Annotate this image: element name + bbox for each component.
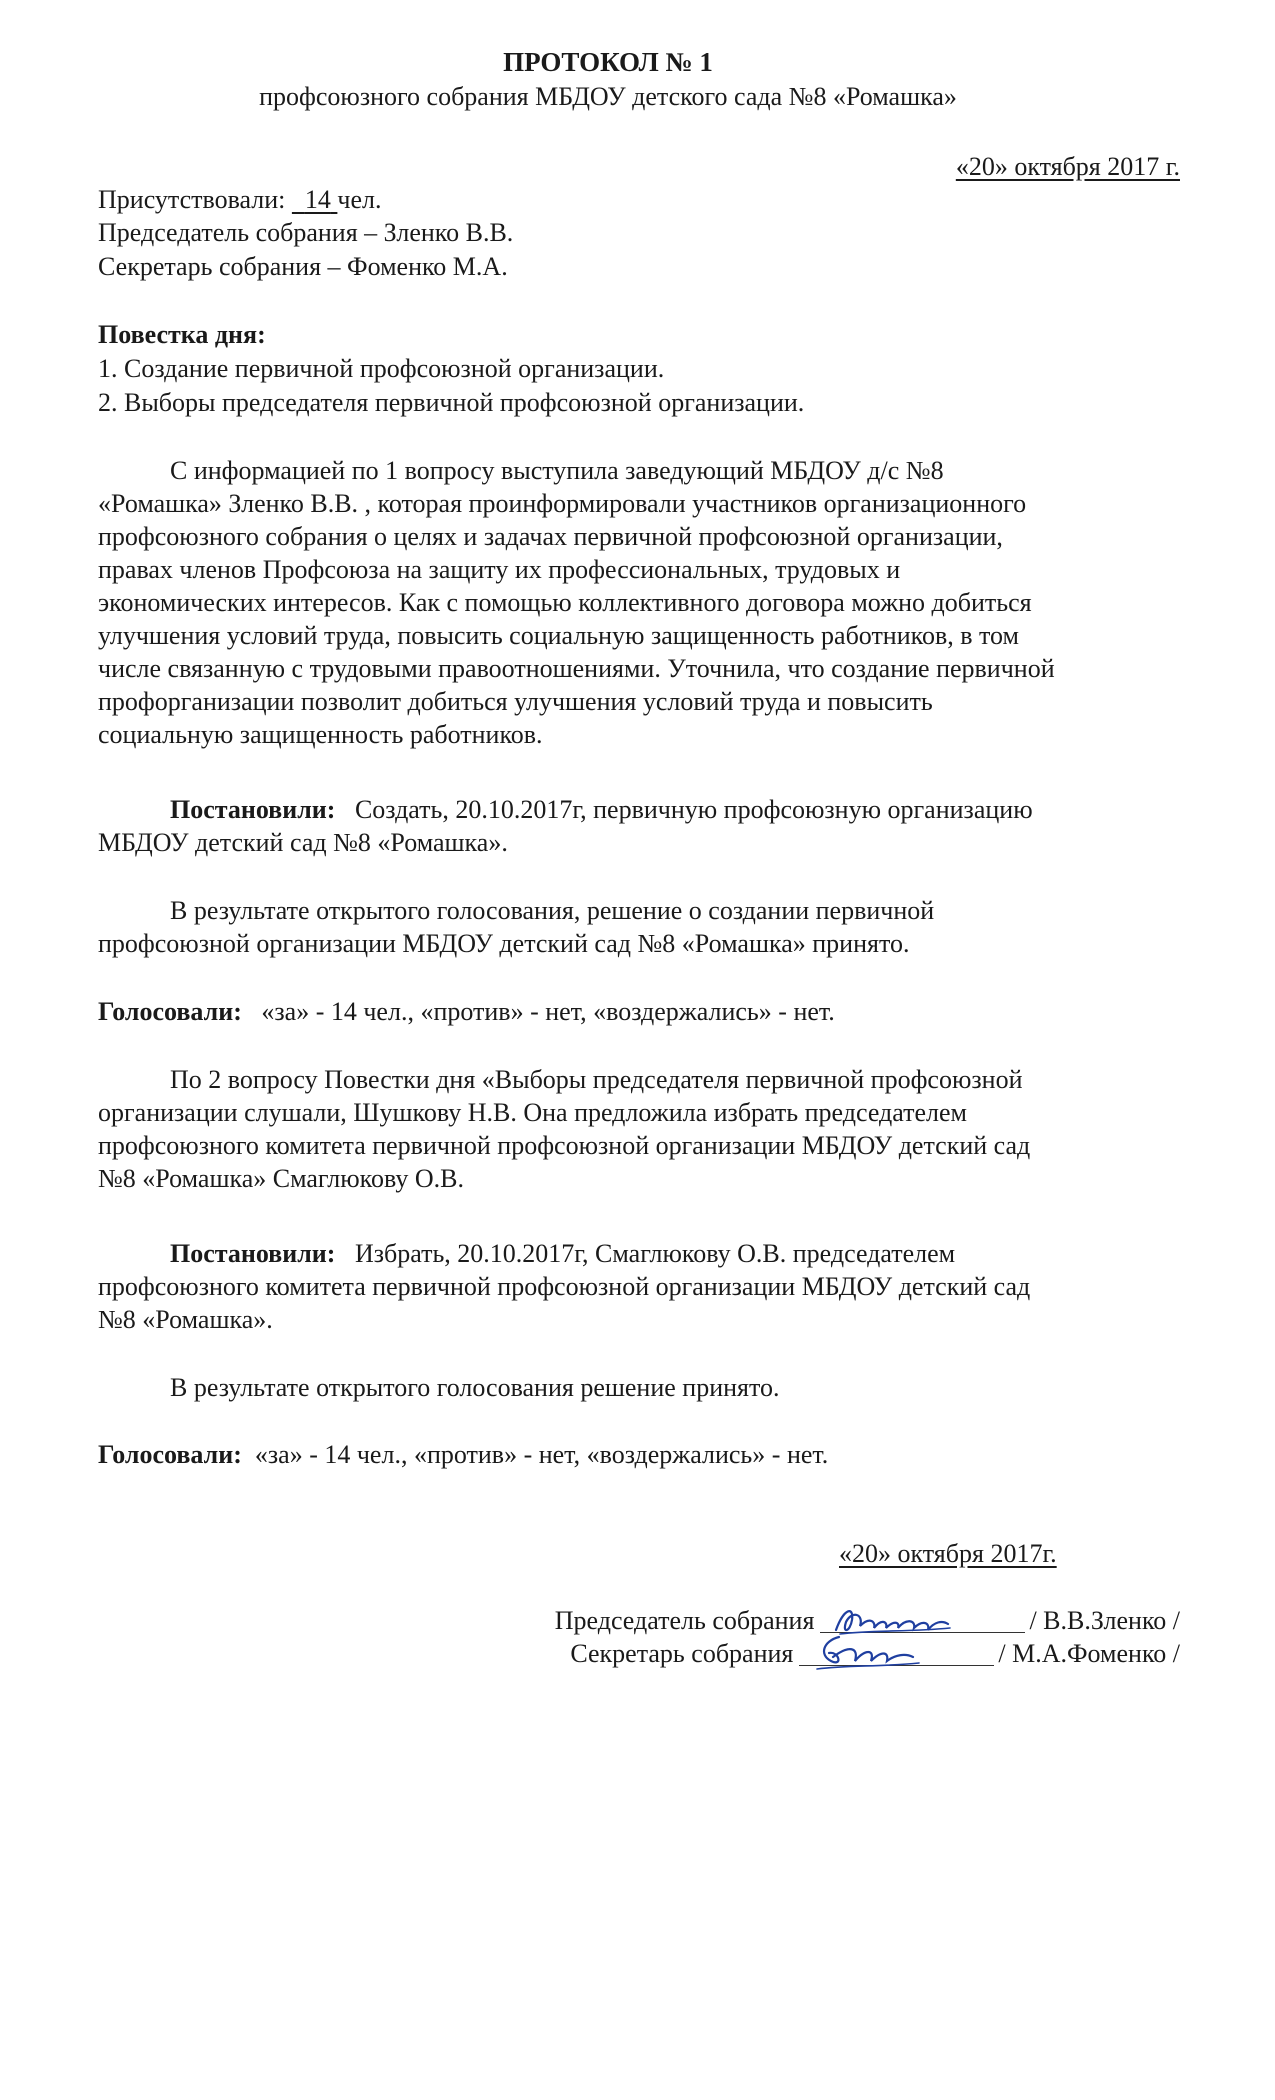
q1-line: экономических интересов. Как с помощью коллективного договора можно добиться [98, 588, 1032, 617]
voted-label: Голосовали: [98, 1440, 242, 1469]
secretary-signature [799, 1635, 994, 1666]
q2-line: №8 «Ромашка» Смаглюкову О.В. [98, 1164, 464, 1193]
document-date: «20» октября 2017 г. [955, 152, 1180, 181]
attendance-line [98, 183, 381, 216]
q1-vote: Голосовали: «за» - 14 чел., «против» - нет, «воздержались» - нет. [98, 997, 835, 1026]
chair-line: Председатель собрания – Зленко В.В. [98, 218, 514, 247]
q1-result-line: профсоюзной организации МБДОУ детский сад №8 «Ромашка» принято. [98, 929, 910, 958]
document-title: ПРОТОКОЛ № 1 [503, 47, 713, 77]
q2-line: По 2 вопросу Повестки дня «Выборы председателя первичной профсоюзной [170, 1065, 1023, 1094]
q2-result-line: В результате открытого голосования решение принято. [170, 1373, 780, 1402]
chair-name: / В.В.Зленко / [1029, 1606, 1180, 1635]
q1-line: профсоюзного собрания о целях и задачах первичной профсоюзной организации, [98, 522, 1003, 551]
chair-signature-label: Председатель собрания [554, 1606, 815, 1635]
q1-resolution: Постановили: Создать, 20.10.2017г, первичную профсоюзную организацию [170, 795, 1033, 824]
q2-resolution-line: профсоюзного комитета первичной профсоюзной организации МБДОУ детский сад [98, 1272, 1031, 1301]
q1-line: правах членов Профсоюза на защиту их профессиональных, трудовых и [98, 555, 901, 584]
resolved-label: Постановили: [170, 795, 336, 824]
q2-resolution-line: №8 «Ромашка». [98, 1305, 273, 1334]
q1-line: «Ромашка» Зленко В.В. , которая проинформировали участников организационного [98, 489, 1027, 518]
resolved-label: Постановили: [170, 1239, 336, 1268]
q1-line: профорганизации позволит добиться улучшения условий труда и повысить [98, 687, 933, 716]
present-unit: чел. [337, 185, 382, 214]
present-label: Присутствовали: [98, 185, 286, 214]
agenda-item: 1. Создание первичной профсоюзной организации. [98, 354, 665, 383]
secretary-signature-row [570, 1635, 1180, 1670]
q2-vote: Голосовали: «за» - 14 чел., «против» - нет, «воздержались» - нет. [98, 1440, 829, 1469]
document-subtitle: профсоюзного собрания МБДОУ детского сада №8 «Ромашка» [259, 82, 957, 111]
q1-line: социальную защищенность работников. [98, 720, 543, 749]
q1-result-line: В результате открытого голосования, решение о создании первичной [170, 896, 935, 925]
chair-signature [820, 1602, 1025, 1633]
q1-line: улучшения условий труда, повысить социальную защищенность работников, в том [98, 621, 1019, 650]
voted-label: Голосовали: [98, 997, 242, 1026]
document-page [98, 0, 1188, 2100]
q2-resolution: Постановили: Избрать, 20.10.2017г, Смаглюкову О.В. председателем [170, 1239, 956, 1268]
footer-date: «20» октября 2017г. [839, 1539, 1057, 1568]
secretary-signature-label: Секретарь собрания [570, 1639, 794, 1668]
q1-resolution-line: МБДОУ детский сад №8 «Ромашка». [98, 828, 508, 857]
agenda-item: 2. Выборы председателя первичной профсоюзной организации. [98, 388, 805, 417]
agenda-heading: Повестка дня: [98, 320, 266, 349]
q1-line: числе связанную с трудовыми правоотношениями. Уточнила, что создание первичной [98, 654, 1055, 683]
present-count: 14 [304, 185, 331, 214]
secretary-line: Секретарь собрания – Фоменко М.А. [98, 252, 508, 281]
q1-line: С информацией по 1 вопросу выступила заведующий МБДОУ д/с №8 [170, 456, 944, 485]
secretary-signature-icon [809, 1631, 939, 1675]
secretary-name: / М.А.Фоменко / [998, 1639, 1180, 1668]
q2-line: организации слушали, Шушкову Н.В. Она предложила избрать председателем [98, 1098, 967, 1127]
q2-line: профсоюзного комитета первичной профсоюзной организации МБДОУ детский сад [98, 1131, 1031, 1160]
